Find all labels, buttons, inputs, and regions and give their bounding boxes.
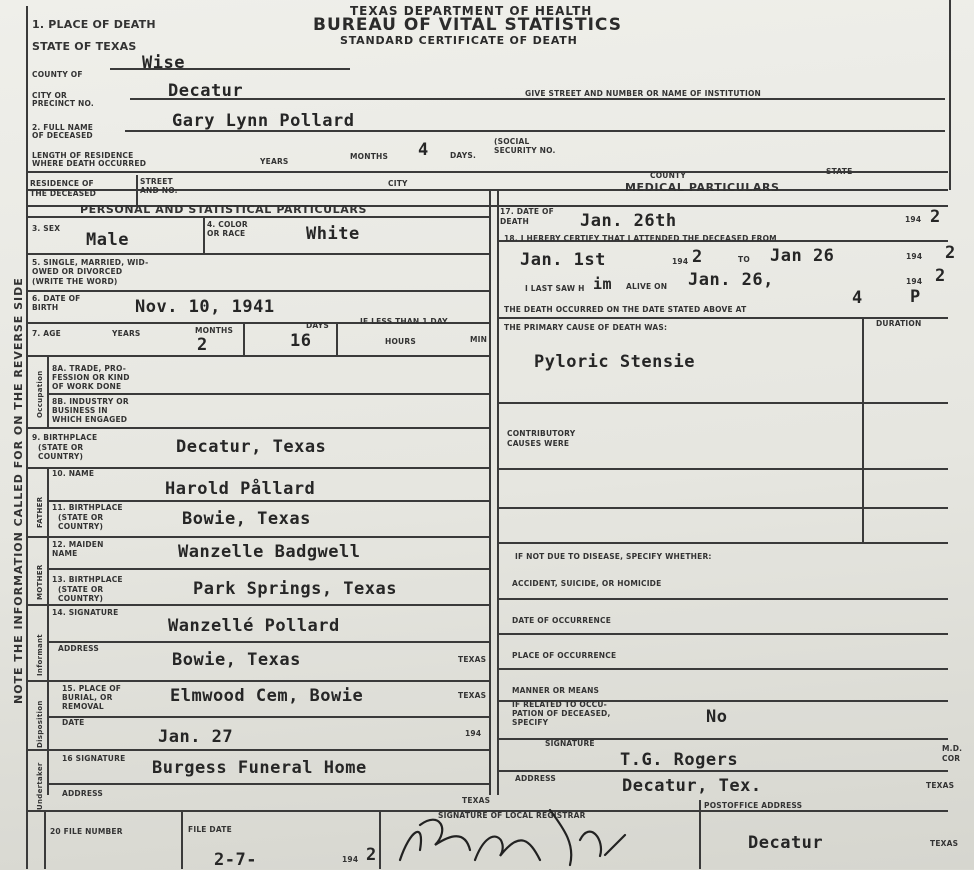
file-date-label: FILE DATE — [188, 825, 232, 834]
dob-value: Nov. 10, 1941 — [135, 297, 275, 317]
father-birthplace-label-3: COUNTRY) — [58, 522, 104, 531]
reverse-side-note: NOTE THE INFORMATION CALLED FOR ON THE REVERSE SIDE — [12, 277, 25, 704]
filing-left-line — [44, 812, 46, 869]
dod-year-prefix: 194 — [905, 215, 922, 224]
street-label-1: STREET — [140, 177, 173, 186]
industry-line — [28, 427, 490, 429]
dod-value: Jan. 26th — [580, 211, 677, 231]
ampm-value: P — [910, 287, 921, 307]
marital-line — [28, 290, 490, 292]
mother-maiden-label-2: NAME — [52, 549, 78, 558]
birthplace-value: Decatur, Texas — [176, 437, 327, 457]
full-name-label-1: 2. FULL NAME — [32, 123, 94, 132]
industry-label-2: BUSINESS IN — [52, 406, 108, 415]
residence-label-1: RESIDENCE OF — [30, 179, 94, 188]
birthplace-label-3: COUNTRY) — [38, 452, 84, 461]
birthplace-label-1: 9. BIRTHPLACE — [32, 433, 98, 442]
deceased-name-value: Gary Lynn Pollard — [172, 111, 355, 131]
personal-title-line — [28, 216, 490, 218]
physician-address-value: Decatur, Tex. — [622, 776, 762, 796]
physician-signature-value: T.G. Rogers — [620, 750, 739, 770]
physician-signature-label: SIGNATURE — [545, 739, 595, 748]
sex-line — [28, 253, 490, 255]
alive-on-value: Jan. 26, — [688, 270, 774, 290]
occupation-related-value: No — [706, 707, 728, 727]
alive-on-label: ALIVE ON — [626, 282, 668, 291]
file-year-value: 2 — [366, 845, 377, 865]
dod-label-2: DEATH — [500, 217, 529, 226]
color-label-2: OR RACE — [207, 229, 246, 238]
age-divider-1 — [243, 322, 245, 355]
date-occurrence-line — [498, 633, 948, 635]
physician-texas-label: TEXAS — [926, 781, 955, 790]
dob-label-1: 6. DATE OF — [32, 294, 81, 303]
years-label: YEARS — [260, 157, 289, 166]
mother-birthplace-label-2: (STATE OR — [58, 585, 104, 594]
place-occurrence-label: PLACE OF OCCURRENCE — [512, 651, 617, 660]
undertaker-signature-value: Burgess Funeral Home — [152, 758, 367, 778]
from-year-value: 2 — [692, 247, 703, 267]
father-birthplace-label-2: (STATE OR — [58, 513, 104, 522]
main-divider — [489, 190, 491, 795]
undertaker-sig-line — [48, 783, 490, 785]
mother-birthplace-label-1: 13. BIRTHPLACE — [52, 575, 123, 584]
bureau-heading: BUREAU OF VITAL STATISTICS — [313, 15, 622, 35]
attended-to-value: Jan 26 — [770, 246, 835, 266]
industry-label-1: 8B. INDUSTRY OR — [52, 397, 129, 406]
dob-label-2: BIRTH — [32, 303, 59, 312]
contributory-label-2: CAUSES WERE — [507, 439, 570, 448]
mother-side-label: MOTHER — [36, 564, 44, 600]
age-days-value: 16 — [290, 331, 312, 351]
place-occurrence-line — [498, 668, 948, 670]
informant-address-value: Bowie, Texas — [172, 650, 301, 670]
social-label-2: SECURITY NO. — [494, 146, 556, 155]
less-than-day-label: IF LESS THAN 1 DAY — [360, 317, 448, 326]
registrar-signature — [380, 790, 630, 869]
color-label-1: 4. COLOR — [207, 220, 248, 229]
undertaker-side-label: Undertaker — [36, 762, 44, 810]
cause-line-2 — [498, 468, 948, 470]
age-years-label: YEARS — [112, 329, 141, 338]
father-name-value: Harold Pållard — [165, 479, 316, 499]
occu-label-1: IF RELATED TO OCCU- — [512, 700, 607, 709]
mother-birth-line — [28, 604, 490, 606]
burial-label-2: BURIAL, OR — [62, 693, 113, 702]
undertaker-address-label: ADDRESS — [62, 789, 104, 798]
days-label: DAYS. — [450, 151, 476, 160]
right-border — [949, 0, 951, 190]
sex-value: Male — [86, 230, 129, 250]
medical-title-line — [498, 205, 948, 207]
full-name-label-2: OF DECEASED — [32, 131, 93, 140]
physician-address-label: ADDRESS — [515, 774, 557, 783]
primary-cause-label: THE PRIMARY CAUSE OF DEATH WAS: — [504, 323, 668, 332]
main-divider-2 — [497, 190, 499, 795]
registrar-divider — [699, 800, 701, 869]
md-label: M.D. — [942, 744, 963, 753]
contributory-label-1: CONTRIBUTORY — [507, 429, 576, 438]
informant-signature-label: 14. SIGNATURE — [52, 608, 119, 617]
attended-from-value: Jan. 1st — [520, 250, 606, 270]
cor-label: COR — [942, 754, 961, 763]
street-divider — [136, 175, 138, 205]
to-year-value: 2 — [945, 243, 956, 263]
father-birthplace-value: Bowie, Texas — [182, 509, 311, 529]
occurred-label: THE DEATH OCCURRED ON THE DATE STATED ABOVE AT — [504, 305, 747, 314]
marital-label-2: OWED OR DIVORCED — [32, 267, 123, 276]
informant-texas-label: TEXAS — [458, 655, 487, 664]
color-value: White — [306, 224, 360, 244]
mother-birthplace-label-3: COUNTRY) — [58, 594, 104, 603]
burial-date-value: Jan. 27 — [158, 727, 234, 747]
father-side-label: FATHER — [36, 496, 44, 528]
residence-length-label-1: LENGTH OF RESIDENCE — [32, 151, 134, 160]
city-value: Decatur — [168, 81, 244, 101]
city-label-1: CITY OR — [32, 91, 68, 100]
birthplace-line — [28, 467, 490, 469]
duration-label: DURATION — [876, 319, 922, 328]
burial-place-value: Elmwood Cem, Bowie — [170, 686, 364, 706]
hours-label: HOURS — [385, 337, 416, 346]
occu-label-2: PATION OF DECEASED, — [512, 709, 611, 718]
industry-label-3: WHICH ENGAGED — [52, 415, 128, 424]
age-months-value: 2 — [197, 335, 208, 355]
trade-label-1: 8A. TRADE, PRO- — [52, 364, 127, 373]
burial-label-3: REMOVAL — [62, 702, 104, 711]
dod-year-value: 2 — [930, 207, 941, 227]
age-line — [28, 355, 490, 357]
city-label-2: PRECINCT NO. — [32, 99, 94, 108]
burial-label-1: 15. PLACE OF — [62, 684, 122, 693]
los-line — [28, 171, 948, 173]
burial-date-line — [28, 749, 490, 751]
residence-label-2: THE DECEASED — [30, 189, 97, 198]
cause-line-3 — [498, 507, 948, 509]
residence-county-label: COUNTY — [650, 171, 686, 180]
burial-date-label: DATE — [62, 718, 85, 727]
trade-label-2: FESSION OR KIND — [52, 373, 130, 382]
cause-line-1 — [498, 402, 948, 404]
disposition-side-label: Disposition — [36, 700, 44, 748]
accident-line — [498, 598, 948, 600]
file-number-divider — [181, 812, 183, 869]
age-days-label: DAYS — [306, 321, 329, 330]
burial-line — [48, 716, 490, 718]
registrar-label: SIGNATURE OF LOCAL REGISTRAR — [438, 811, 586, 820]
sex-label: 3. SEX — [32, 224, 61, 233]
months-label: MONTHS — [350, 152, 389, 161]
state-of-texas-label: STATE OF TEXAS — [32, 40, 137, 53]
informant-address-label: ADDRESS — [58, 644, 100, 653]
occupation-side-label: Occupation — [36, 370, 44, 418]
trade-line — [48, 393, 490, 395]
informant-sig-line — [48, 641, 490, 643]
postoffice-value: Decatur — [748, 833, 824, 853]
to-year-prefix: 194 — [906, 252, 923, 261]
not-disease-label: IF NOT DUE TO DISEASE, SPECIFY WHETHER: — [515, 552, 712, 561]
alive-year-prefix: 194 — [906, 277, 923, 286]
street-institution-label: GIVE STREET AND NUMBER OR NAME OF INSTITUTION — [525, 89, 762, 98]
sex-color-divider — [203, 216, 205, 253]
from-year-prefix: 194 — [672, 257, 689, 266]
county-label: COUNTY OF — [32, 70, 83, 79]
to-label: TO — [738, 255, 750, 264]
cause-bottom-line — [498, 542, 948, 544]
physician-sig-line — [498, 770, 948, 772]
personal-section-title: PERSONAL AND STATISTICAL PARTICULARS — [80, 203, 367, 216]
accident-label: ACCIDENT, SUICIDE, OR HOMICIDE — [512, 579, 662, 588]
residence-city-label: CITY — [388, 179, 408, 188]
county-value: Wise — [142, 53, 185, 73]
dod-label-1: 17. DATE OF — [500, 207, 554, 216]
mother-maiden-label-1: 12. MAIDEN — [52, 540, 104, 549]
burial-texas-label: TEXAS — [458, 691, 487, 700]
age-label: 7. AGE — [32, 329, 61, 338]
marital-label-1: 5. SINGLE, MARRIED, WID- — [32, 258, 149, 267]
date-occurrence-label: DATE OF OCCURRENCE — [512, 616, 612, 625]
department-heading: TEXAS DEPARTMENT OF HEALTH — [350, 4, 593, 18]
form-title: STANDARD CERTIFICATE OF DEATH — [340, 34, 578, 47]
age-months-label: MONTHS — [195, 326, 234, 335]
father-birth-line — [28, 536, 490, 538]
min-label: MIN — [470, 335, 488, 344]
mother-birthplace-value: Park Springs, Texas — [193, 579, 397, 599]
occupation-side-line — [47, 355, 49, 427]
file-date-value: 2-7- — [214, 850, 257, 870]
informant-addr-line — [28, 680, 490, 682]
trade-label-3: OF WORK DONE — [52, 382, 122, 391]
filing-texas-label: TEXAS — [930, 839, 959, 848]
mother-name-line — [48, 568, 490, 570]
undertaker-signature-label: 16 SIGNATURE — [62, 754, 126, 763]
postoffice-label: POSTOFFICE ADDRESS — [704, 801, 803, 810]
occu-label-3: SPECIFY — [512, 718, 549, 727]
last-saw-label: I LAST SAW H — [525, 284, 585, 293]
file-number-label: 20 FILE NUMBER — [50, 827, 123, 836]
birthplace-label-2: (STATE OR — [38, 443, 84, 452]
father-name-label: 10. NAME — [52, 469, 95, 478]
burial-year-prefix: 194 — [465, 729, 482, 738]
residence-length-label-2: WHERE DEATH OCCURRED — [32, 159, 147, 168]
undertaker-texas-label: TEXAS — [462, 796, 491, 805]
primary-cause-value: Pyloric Stensie — [534, 352, 696, 372]
file-year-prefix: 194 — [342, 855, 359, 864]
marital-label-3: (WRITE THE WORD) — [32, 277, 118, 286]
father-name-line — [48, 500, 490, 502]
parents-side-line — [47, 467, 49, 795]
informant-signature-value: Wanzellé Pollard — [168, 616, 340, 636]
time-value: 4 — [852, 288, 863, 308]
certify-label: 18. I HEREBY CERTIFY THAT I ATTENDED THE DECEASED FROM — [504, 234, 777, 243]
place-of-death-label: 1. PLACE OF DEATH — [32, 18, 156, 31]
informant-side-label: Informant — [36, 634, 44, 676]
manner-label: MANNER OR MEANS — [512, 686, 600, 695]
months-value: 4 — [418, 140, 429, 160]
father-birthplace-label-1: 11. BIRTHPLACE — [52, 503, 123, 512]
mother-maiden-value: Wanzelle Badgwell — [178, 542, 361, 562]
last-saw-value: im — [593, 275, 613, 293]
city-line — [130, 98, 945, 100]
medical-section-title: MEDICAL PARTICULARS — [625, 181, 780, 194]
age-divider-2 — [336, 322, 338, 355]
alive-year-value: 2 — [935, 266, 946, 286]
social-label-1: (SOCIAL — [494, 137, 530, 146]
street-label-2: AND NO. — [140, 186, 178, 195]
residence-state-label: STATE — [826, 167, 853, 176]
left-border — [26, 6, 28, 869]
